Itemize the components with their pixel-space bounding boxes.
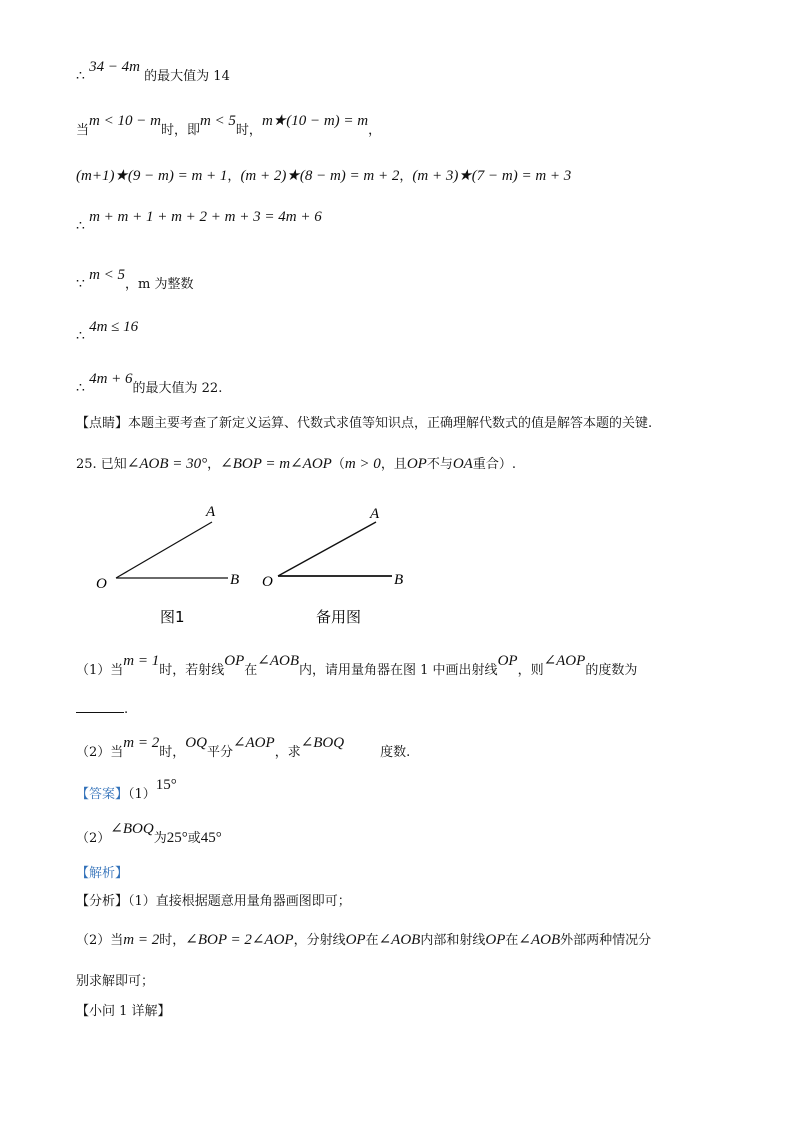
text: 【点睛】本题主要考查了新定义运算、代数式求值等知识点，正确理解代数式的值是解答本题的关键.: [76, 416, 653, 431]
text: （2）当: [76, 745, 124, 760]
figure-caption: 图1: [160, 608, 185, 626]
text: 度数.: [380, 745, 411, 760]
math-expression: ∠BOQ: [110, 821, 154, 837]
math-expression: OP: [406, 456, 427, 472]
label-o: O: [262, 574, 273, 590]
label-b: B: [230, 572, 240, 588]
text: 内，请用量角器在图 1 中画出射线: [299, 663, 498, 678]
text: 的最大值为 14: [144, 69, 230, 84]
math-expression: m = 1: [123, 653, 160, 669]
math-expression: OP: [345, 932, 366, 948]
math-expression: m < 5: [199, 113, 236, 129]
fenxi-line-3: [76, 972, 154, 992]
math-expression: OP: [224, 653, 245, 669]
ray-oa: [116, 522, 212, 578]
math-expression: 15°: [155, 777, 177, 793]
text: （1）直接根据题意用量角器画图即可；: [128, 894, 351, 909]
math-expression: m > 0: [344, 456, 381, 472]
text: 重合）.: [472, 457, 516, 472]
math-expression: m < 10 − m: [89, 113, 161, 129]
math-expression: (m + 2)★(8 − m) = m + 2: [240, 168, 400, 184]
math-expression: OP: [497, 653, 518, 669]
math-expression: ∠BOP = m∠AOP: [220, 456, 332, 472]
text: 的度数为: [585, 663, 638, 678]
text: 时，: [159, 745, 186, 760]
math-expression: 45°: [200, 830, 222, 846]
math-expression: ∠AOP: [543, 653, 586, 669]
therefore-symbol: ∴: [76, 218, 85, 234]
text: 时，若射线: [159, 663, 225, 678]
text: ，分射线: [293, 933, 346, 948]
text: 时，即: [160, 123, 200, 138]
text: 时，: [159, 933, 186, 948]
question-25-stem: [76, 454, 516, 475]
math-expression: 4m ≤ 16: [89, 319, 139, 335]
text: 为: [153, 831, 167, 846]
answer-blank[interactable]: [76, 700, 124, 713]
text: 外部两种情况分: [560, 933, 652, 948]
text: 内部和射线: [420, 933, 486, 948]
text: ，则: [517, 663, 544, 678]
text: 25. 已知: [76, 457, 127, 472]
text: 在: [505, 933, 519, 948]
dianjing-note: [76, 414, 652, 434]
text: 【分析】: [76, 894, 129, 909]
answer-label: 【答案】: [76, 787, 129, 802]
analysis-label: 【解析】: [76, 866, 129, 881]
therefore-symbol: ∴: [76, 68, 85, 84]
text: 在: [365, 933, 379, 948]
derivation-line-5: [76, 267, 194, 295]
label-a: A: [206, 504, 216, 520]
text: ，且: [380, 457, 407, 472]
text: （: [331, 457, 345, 472]
label-a: A: [370, 506, 380, 522]
sub-question-1: [76, 653, 638, 681]
analysis-label-line: [76, 864, 128, 884]
fenxi-line-1: [76, 892, 351, 912]
math-expression: m★(10 − m) = m: [261, 113, 369, 129]
math-expression: ∠AOB = 30°: [126, 456, 208, 472]
math-expression: ∠BOQ: [300, 735, 345, 751]
fenxi-line-2: [76, 930, 651, 951]
text: 【小问 1 详解】: [76, 1004, 171, 1019]
text: ，: [207, 457, 221, 472]
detail-label-line: [76, 1002, 171, 1022]
math-expression: 4m + 6: [89, 371, 133, 387]
answer-line-2: [76, 821, 222, 849]
text: .: [124, 702, 129, 717]
math-expression: ∠AOP: [232, 735, 275, 751]
derivation-line-7: [76, 371, 223, 399]
derivation-line-6: [76, 319, 139, 347]
math-expression: m < 5: [89, 267, 126, 283]
text: ，: [368, 123, 382, 138]
text: 别求解即可；: [76, 974, 155, 989]
math-expression: m = 2: [123, 735, 160, 751]
math-expression: ∠AOB: [518, 932, 561, 948]
text: ，: [399, 169, 413, 184]
label-o: O: [96, 576, 107, 592]
figure-1: [88, 496, 258, 636]
therefore-symbol: ∴: [76, 380, 85, 396]
text: 的最大值为 22.: [132, 381, 223, 396]
math-expression: 34 − 4m: [89, 59, 141, 75]
derivation-line-4: [76, 209, 322, 237]
math-expression: m = 2: [123, 932, 160, 948]
math-expression: 25°: [166, 830, 188, 846]
text: 或: [187, 831, 201, 846]
math-expression: (m+1)★(9 − m) = m + 1: [76, 168, 228, 184]
therefore-symbol: ∴: [76, 328, 85, 344]
text: 在: [244, 663, 258, 678]
text: 平分: [206, 745, 233, 760]
figure-backup: [258, 496, 428, 636]
text: 不与: [426, 457, 453, 472]
text: 时，: [235, 123, 262, 138]
math-expression: ∠BOP = 2∠AOP: [185, 932, 294, 948]
math-expression: OQ: [185, 735, 207, 751]
text: ，求: [274, 745, 301, 760]
because-symbol: ∵: [76, 276, 85, 292]
text: （1）当: [76, 663, 124, 678]
text: （2）当: [76, 933, 124, 948]
text: ，: [227, 169, 241, 184]
text: （1）: [128, 787, 156, 802]
math-expression: (m + 3)★(7 − m) = m + 3: [412, 168, 572, 184]
math-expression: OA: [452, 456, 473, 472]
math-expression: OP: [485, 932, 506, 948]
text: （2）: [76, 831, 111, 846]
math-expression: m + m + 1 + m + 2 + m + 3 = 4m + 6: [89, 209, 322, 225]
answer-line-1: [76, 777, 177, 805]
text: ，m 为整数: [125, 277, 194, 292]
label-b: B: [394, 572, 404, 588]
answer-blank-line: [76, 700, 128, 720]
derivation-line-3: [76, 166, 571, 187]
derivation-line-2: [76, 113, 382, 141]
math-expression: ∠AOB: [257, 653, 300, 669]
derivation-line-1: [76, 59, 230, 87]
figure-caption: 备用图: [316, 608, 362, 626]
math-expression: ∠AOB: [378, 932, 421, 948]
sub-question-2: [76, 735, 411, 763]
ray-oa: [278, 522, 376, 576]
text: 当: [76, 123, 90, 138]
